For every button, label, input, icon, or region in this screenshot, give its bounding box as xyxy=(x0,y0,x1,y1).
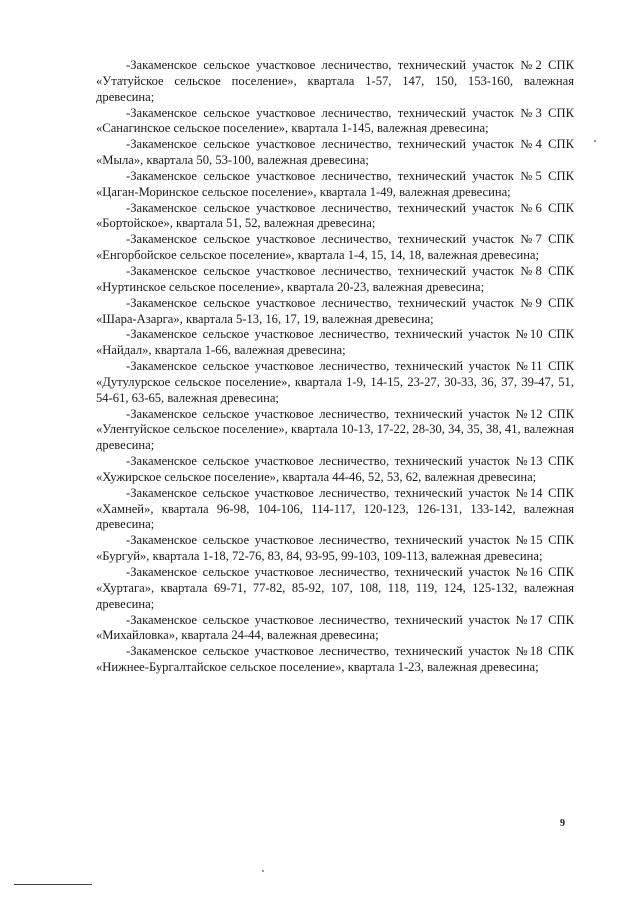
paragraph-tech-area-17: -Закаменское сельское участковое лесничество, технический участок №17 СПК «Михайловка», квартала 24-44, валежная древесина; xyxy=(96,612,574,643)
paragraph-tech-area-13: -Закаменское сельское участковое лесничество, технический участок №13 СПК «Хужирское сельское поселение», квартала 44-46, 52, 53, 62, валежная древесина; xyxy=(96,454,574,484)
scan-speck xyxy=(594,140,596,142)
scan-speck xyxy=(262,870,264,872)
paragraph-tech-area-4: -Закаменское сельское участковое лесничество, технический участок №4 СПК «Мыла», квартала 50, 53-100, валежная древесина; xyxy=(96,137,574,168)
footnote-rule xyxy=(14,884,92,885)
paragraph-tech-area-2: -Закаменское сельское участковое лесничество, технический участок №2 СПК «Утатуйское сельское поселение», квартала 1-57, 147, 150, 153-160, валежная древесина; xyxy=(96,58,574,104)
paragraph-tech-area-11: -Закаменское сельское участковое лесничество, технический участок №11 СПК «Дутулурское сельское поселение», квартала 1-9, 14-15, 23-27, 30-33, 36, 37, 39-47, 51, 54-61, 63-65, валежная древесина; xyxy=(96,359,574,405)
paragraph-tech-area-3: -Закаменское сельское участковое лесничество, технический участок №3 СПК «Санагинское сельское поселение», квартала 1-145, валежная древесина; xyxy=(96,105,574,136)
paragraph-tech-area-16: -Закаменское сельское участковое лесничество, технический участок №16 СПК «Хуртага», квартала 69-71, 77-82, 85-92, 107, 108, 118, 119, 124, 125-132, валежная древесина; xyxy=(96,565,574,611)
paragraph-tech-area-6: -Закаменское сельское участковое лесничество, технический участок №6 СПК «Бортойское», квартала 51, 52, валежная древесина; xyxy=(96,200,574,231)
paragraph-tech-area-18: -Закаменское сельское участковое лесничество, технический участок №18 СПК «Нижнее-Бургалтайское сельское поселение», квартала 1-23, валежная древесина; xyxy=(96,644,574,675)
paragraph-tech-area-8: -Закаменское сельское участковое лесничество, технический участок №8 СПК «Нуртинское сельское поселение», квартала 20-23, валежная древесина; xyxy=(96,263,574,294)
paragraph-tech-area-5: -Закаменское сельское участковое лесничество, технический участок №5 СПК «Цаган-Моринское сельское поселение», квартала 1-49, валежная древесина; xyxy=(96,168,574,199)
paragraph-tech-area-10: -Закаменское сельское участковое лесничество, технический участок №10 СПК «Найдал», квартала 1-66, валежная древесина; xyxy=(96,327,574,358)
paragraph-tech-area-14: -Закаменское сельское участковое лесничество, технический участок №14 СПК «Хамней», квартала 96-98, 104-106, 114-117, 120-123, 126-131, 133-142, валежная древесина; xyxy=(96,485,574,532)
document-body xyxy=(96,58,574,676)
paragraph-tech-area-9: -Закаменское сельское участковое лесничество, технический участок №9 СПК «Шара-Азарга», квартала 5-13, 16, 17, 19, валежная древесина; xyxy=(96,295,574,326)
paragraph-tech-area-15: -Закаменское сельское участковое лесничество, технический участок №15 СПК «Бургуй», квартала 1-18, 72-76, 83, 84, 93-95, 99-103, 109-113, валежная древесина; xyxy=(96,533,574,564)
paragraph-tech-area-12: -Закаменское сельское участковое лесничество, технический участок №12 СПК «Улентуйское сельское поселение», квартала 10-13, 17-22, 28-30, 34, 35, 38, 41, валежная древесина; xyxy=(96,406,574,453)
paragraph-tech-area-7: -Закаменское сельское участковое лесничество, технический участок №7 СПК «Енгорбойское сельское поселение», квартала 1-4, 15, 14, 18, валежная древесина; xyxy=(96,232,574,263)
page-number: 9 xyxy=(560,818,565,829)
